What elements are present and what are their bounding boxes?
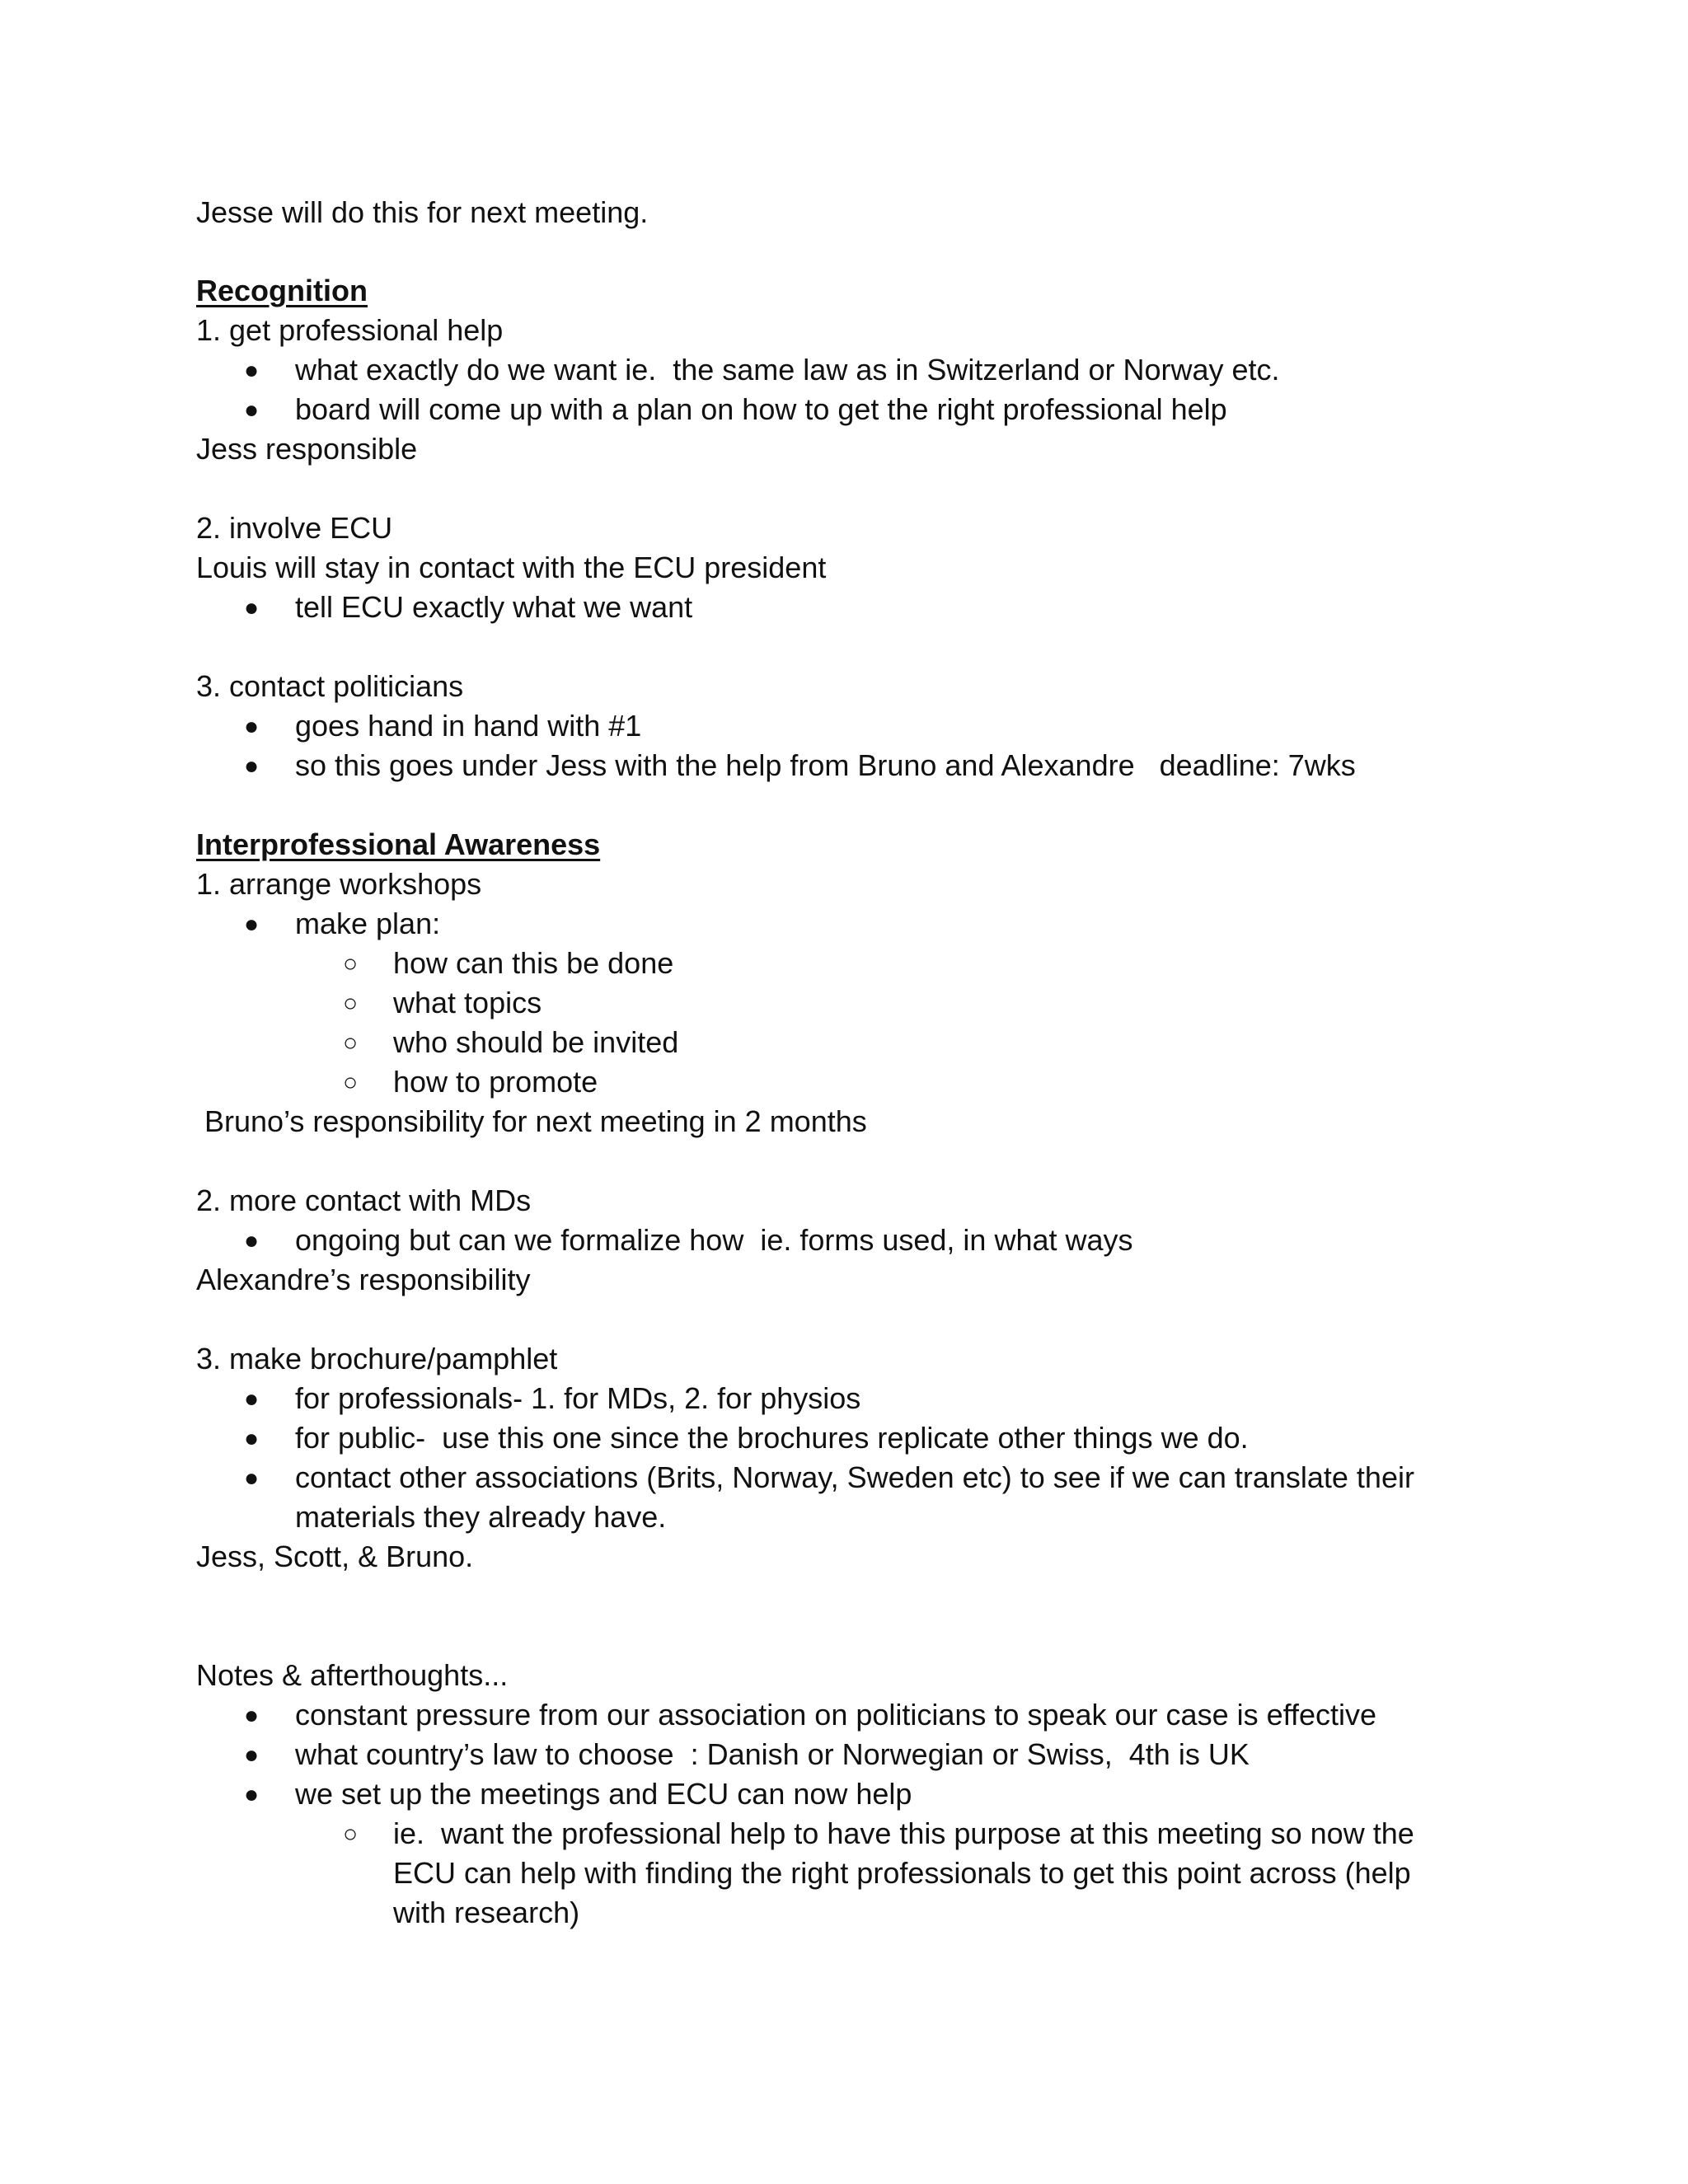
section-heading-interprofessional: Interprofessional Awareness	[196, 827, 601, 861]
notes-sub-line-3: with research)	[393, 1896, 580, 1929]
section-heading-recognition: Recognition	[196, 274, 368, 307]
interprofessional-sub-3: who should be invited	[393, 1025, 679, 1059]
notes-sub-line-2: ECU can help with finding the right professionals to get this point across (help	[393, 1856, 1411, 1890]
sub-bullet-glyph: ○	[343, 950, 359, 977]
sub-bullet-glyph: ○	[343, 1821, 359, 1848]
notes-sub-line-1: ie. want the professional help to have this purpose at this meeting so now the	[393, 1816, 1414, 1850]
interprofessional-item-1-owner: Bruno’s responsibility for next meeting in 2 months	[196, 1104, 867, 1138]
interprofessional-sub-4: how to promote	[393, 1065, 598, 1099]
interprofessional-sub-2: what topics	[393, 986, 542, 1019]
recognition-item-3-bullet-1: goes hand in hand with #1	[295, 709, 642, 743]
recognition-item-1-bullet-2: board will come up with a plan on how to get the right professional help	[295, 392, 1227, 426]
interprofessional-item-3-owner: Jess, Scott, & Bruno.	[196, 1540, 474, 1573]
recognition-item-2-bullet-1: tell ECU exactly what we want	[295, 590, 693, 624]
bullet-glyph: ●	[244, 1702, 260, 1729]
recognition-item-1: 1. get professional help	[196, 313, 504, 347]
bullet-glyph: ●	[244, 1465, 260, 1492]
notes-bullet-2: what country’s law to choose : Danish or Norwegian or Swiss, 4th is UK	[295, 1737, 1250, 1771]
interprofessional-item-2-bullet-1: ongoing but can we formalize how ie. forms used, in what ways	[295, 1223, 1133, 1257]
bullet-glyph: ●	[244, 594, 260, 621]
bullet-glyph: ●	[244, 396, 260, 424]
sub-bullet-glyph: ○	[343, 1069, 359, 1096]
recognition-item-2: 2. involve ECU	[196, 511, 393, 545]
bullet-glyph: ●	[244, 357, 260, 384]
bullet-glyph: ●	[244, 1385, 260, 1413]
interprofessional-item-3: 3. make brochure/pamphlet	[196, 1342, 558, 1376]
bullet-glyph: ●	[244, 911, 260, 938]
interprofessional-item-3-bullet-1: for professionals- 1. for MDs, 2. for physios	[295, 1381, 861, 1415]
bullet-glyph: ●	[244, 1425, 260, 1452]
interprofessional-item-3-bullet-3: contact other associations (Brits, Norway, Sweden etc) to see if we can translate their	[295, 1460, 1414, 1494]
sub-bullet-glyph: ○	[343, 990, 359, 1017]
bullet-glyph: ●	[244, 1741, 260, 1769]
interprofessional-sub-1: how can this be done	[393, 946, 674, 980]
notes-bullet-1: constant pressure from our association on politicians to speak our case is effective	[295, 1698, 1377, 1732]
bullet-glyph: ●	[244, 1227, 260, 1254]
interprofessional-item-2-owner: Alexandre’s responsibility	[196, 1263, 531, 1296]
interprofessional-item-1-bullet-1: make plan:	[295, 907, 441, 940]
bullet-glyph: ●	[244, 752, 260, 780]
interprofessional-item-3-bullet-3-cont: materials they already have.	[295, 1500, 667, 1534]
notes-heading: Notes & afterthoughts...	[196, 1658, 509, 1692]
bullet-glyph: ●	[244, 713, 260, 740]
interprofessional-item-1: 1. arrange workshops	[196, 867, 482, 901]
intro-line: Jesse will do this for next meeting.	[196, 195, 649, 229]
recognition-item-1-owner: Jess responsible	[196, 432, 418, 466]
recognition-item-3-bullet-2: so this goes under Jess with the help from Bruno and Alexandre deadline: 7wks	[295, 748, 1356, 782]
notes-bullet-3: we set up the meetings and ECU can now help	[295, 1777, 912, 1811]
sub-bullet-glyph: ○	[343, 1029, 359, 1057]
interprofessional-item-2: 2. more contact with MDs	[196, 1183, 532, 1217]
interprofessional-item-3-bullet-2: for public- use this one since the brochures replicate other things we do.	[295, 1421, 1249, 1455]
recognition-item-2-note: Louis will stay in contact with the ECU president	[196, 551, 827, 584]
recognition-item-3: 3. contact politicians	[196, 669, 464, 703]
recognition-item-1-bullet-1: what exactly do we want ie. the same law as in Switzerland or Norway etc.	[295, 353, 1280, 387]
bullet-glyph: ●	[244, 1781, 260, 1808]
